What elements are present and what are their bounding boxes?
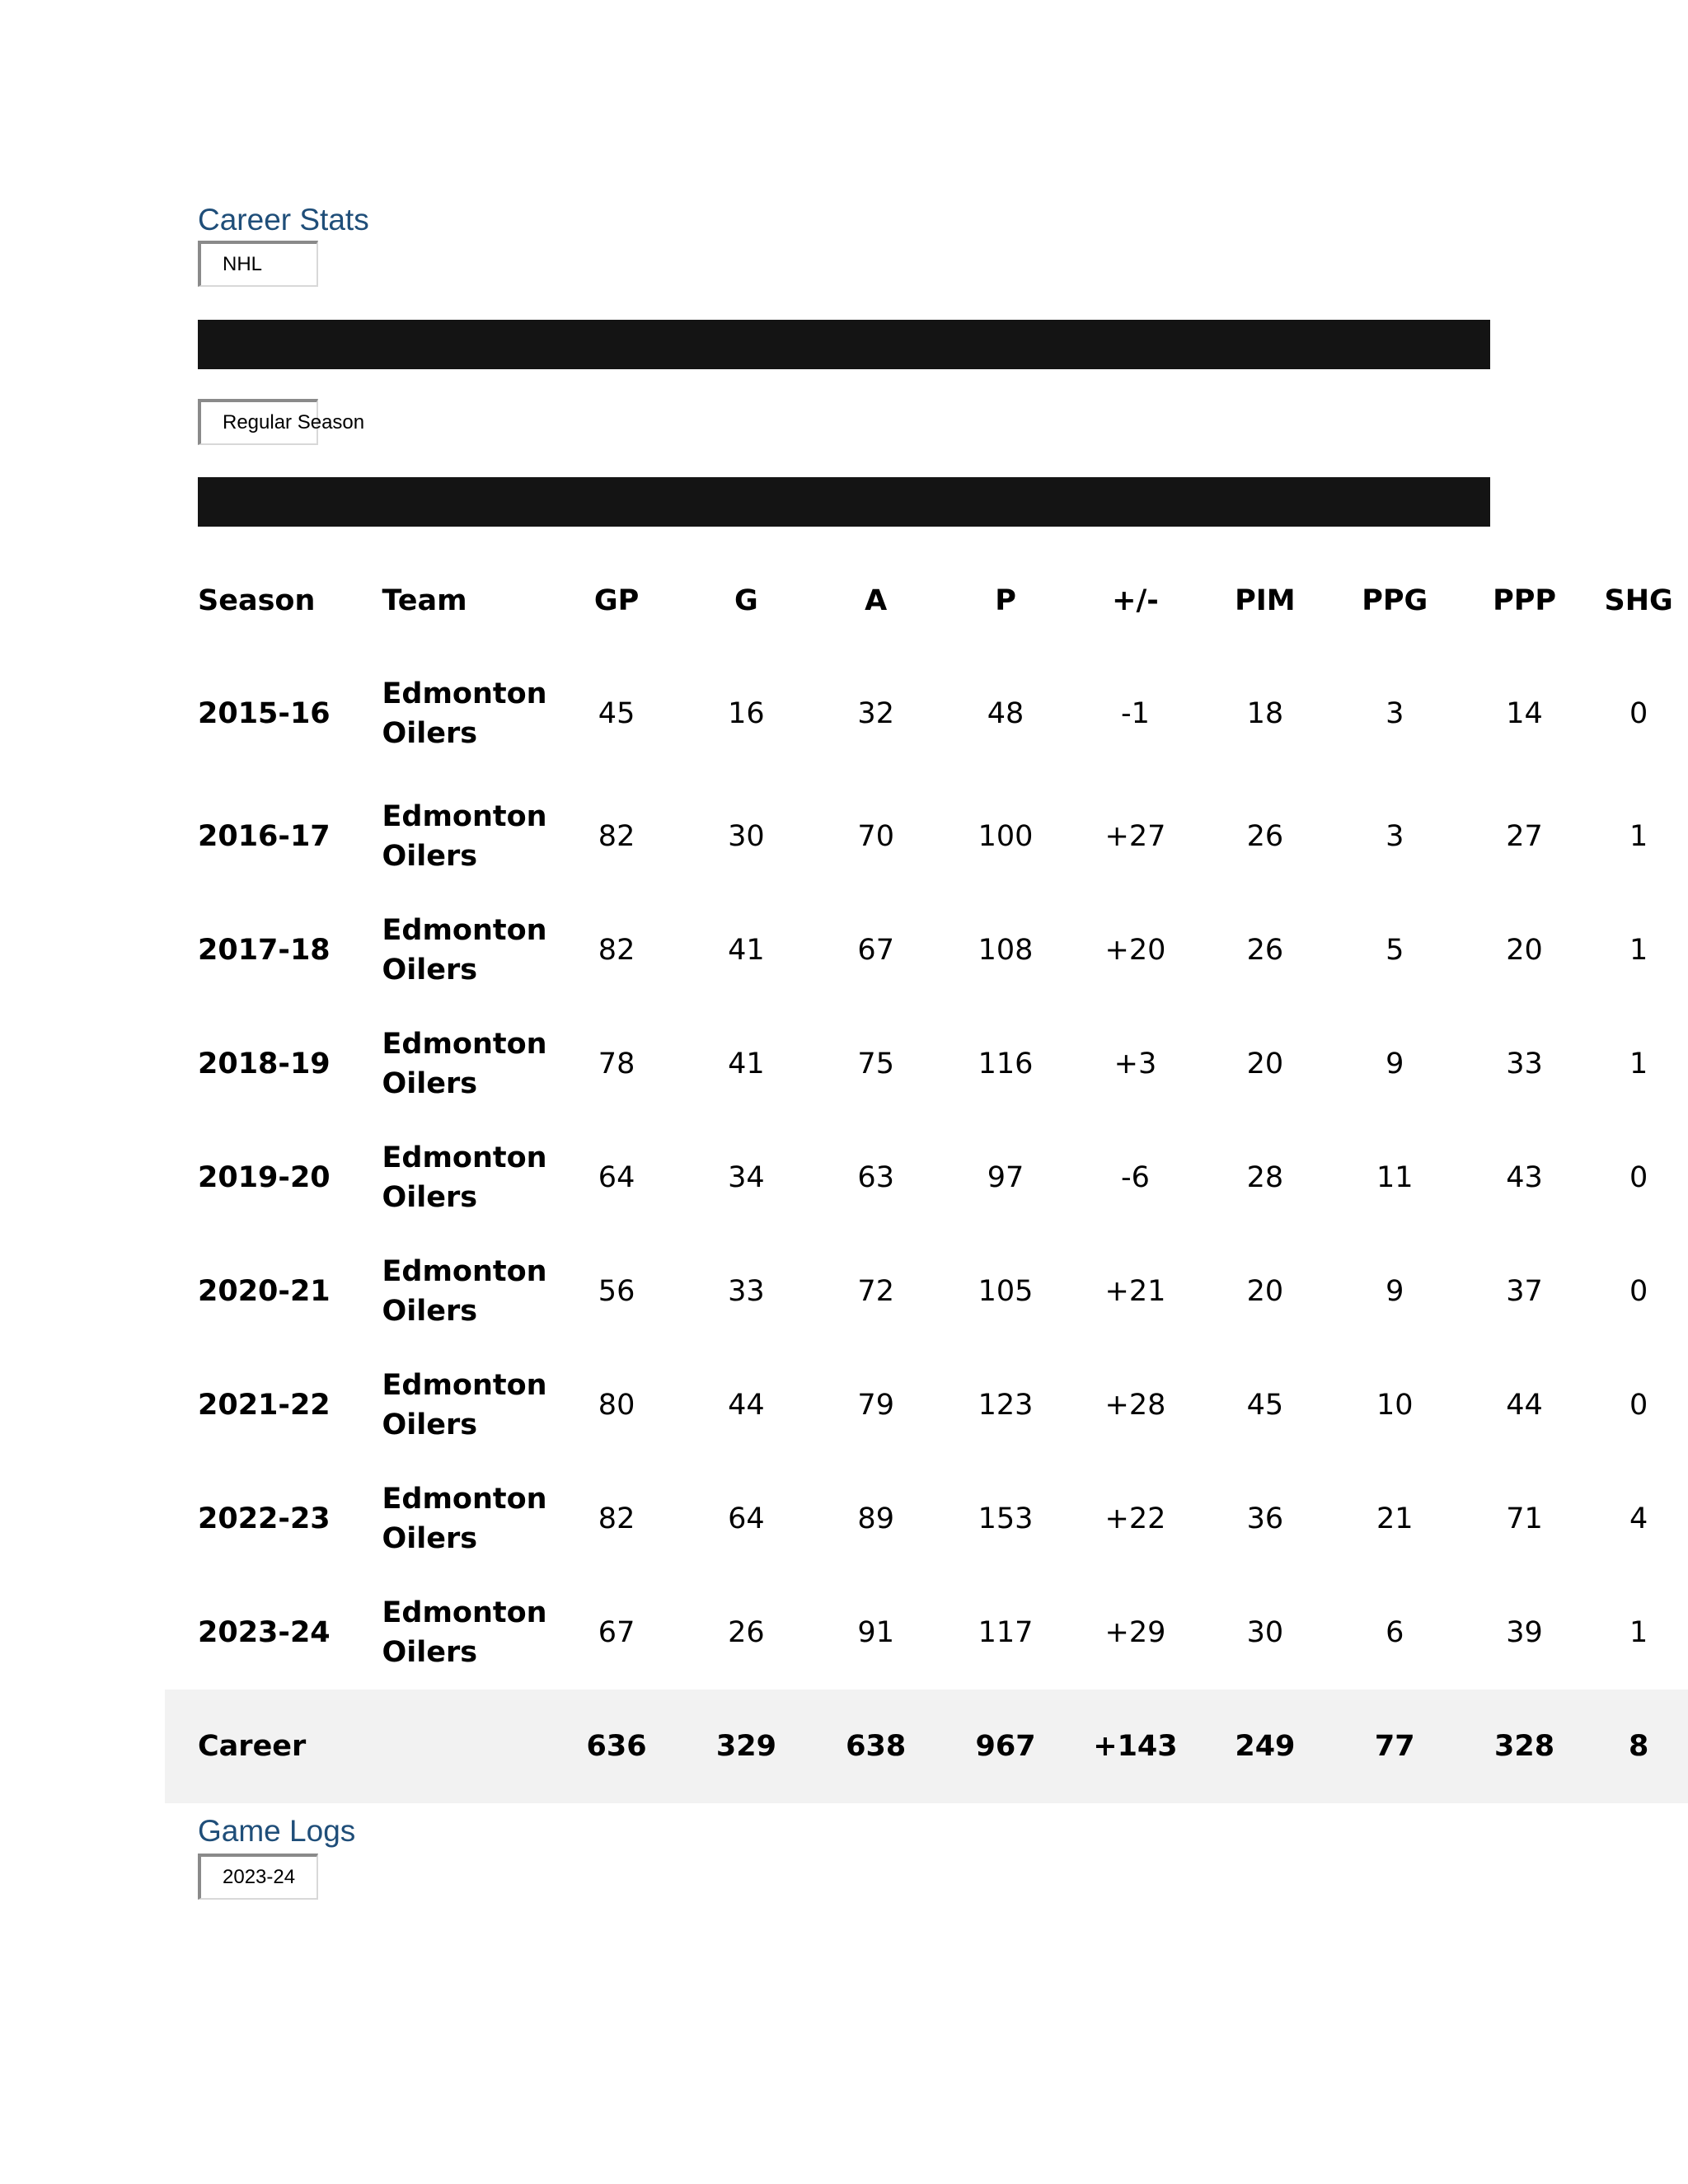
ppg-cell: 21 — [1376, 1502, 1414, 1535]
g-cell: 16 — [728, 697, 765, 730]
g-cell: 41 — [728, 1047, 765, 1080]
team-cell — [382, 893, 551, 1007]
team-line-1: Edmonton — [382, 1369, 547, 1402]
header-season: Season — [198, 584, 316, 617]
career-stats-title: Career Stats — [198, 203, 369, 237]
team-cell — [382, 648, 551, 780]
black-bar — [198, 320, 1490, 369]
league-select[interactable]: NHL — [198, 241, 318, 287]
header-pim: PIM — [1235, 584, 1296, 617]
plus-minus-cell: +28 — [1104, 1389, 1166, 1422]
team-cell — [382, 1462, 551, 1576]
pim-cell: 36 — [1246, 1502, 1284, 1535]
ppg-cell: 3 — [1386, 820, 1404, 853]
team-line-1: Edmonton — [382, 1596, 547, 1629]
table-row — [165, 648, 1688, 780]
header-plus-minus: +/- — [1112, 584, 1159, 617]
shg-cell: 1 — [1629, 820, 1648, 853]
a-cell: 75 — [857, 1047, 894, 1080]
team-line-1: Edmonton — [382, 1028, 547, 1061]
team-line-2: Oilers — [382, 1067, 478, 1100]
ppp-cell: 44 — [1506, 1389, 1543, 1422]
gp-cell: 45 — [598, 697, 635, 730]
g-cell: 41 — [728, 934, 765, 967]
gp-cell: 78 — [598, 1047, 635, 1080]
season-cell: 2021-22 — [198, 1389, 331, 1422]
a-cell: 91 — [857, 1616, 894, 1649]
header-g: G — [734, 584, 758, 617]
team-line-2: Oilers — [382, 840, 478, 873]
g-cell: 26 — [728, 1616, 765, 1649]
season-cell: 2020-21 — [198, 1275, 331, 1308]
season-cell: 2017-18 — [198, 934, 331, 967]
shg-cell: 0 — [1629, 1275, 1648, 1308]
plus-minus-cell: +21 — [1104, 1275, 1166, 1308]
career-totals-row — [165, 1690, 1688, 1803]
career-team-cell — [382, 1690, 551, 1803]
a-cell: 89 — [857, 1502, 894, 1535]
black-bar — [198, 477, 1490, 527]
ppg-cell: 6 — [1386, 1616, 1404, 1649]
season-cell: 2018-19 — [198, 1047, 331, 1080]
ppp-cell: 20 — [1506, 934, 1543, 967]
shg-cell: 1 — [1629, 934, 1648, 967]
career-gp: 636 — [551, 1690, 681, 1803]
p-cell: 97 — [987, 1161, 1025, 1194]
gp-cell: 82 — [598, 934, 635, 967]
plus-minus-cell: -1 — [1120, 697, 1150, 730]
gp-cell: 82 — [598, 820, 635, 853]
g-cell: 33 — [728, 1275, 765, 1308]
table-row — [165, 1348, 1688, 1462]
header-shg: SHG — [1604, 584, 1673, 617]
plus-minus-cell: +22 — [1104, 1502, 1166, 1535]
team-line-1: Edmonton — [382, 1483, 547, 1516]
season-cell: 2023-24 — [198, 1616, 331, 1649]
p-cell: 123 — [978, 1389, 1034, 1422]
career-ppp: 328 — [1460, 1690, 1589, 1803]
ppp-cell: 39 — [1506, 1616, 1543, 1649]
pim-cell: 26 — [1246, 934, 1284, 967]
ppg-cell: 9 — [1386, 1275, 1404, 1308]
team-cell — [382, 780, 551, 893]
game-log-season-select[interactable]: 2023-24 — [198, 1854, 318, 1900]
team-line-2: Oilers — [382, 1408, 478, 1441]
career-a: 638 — [811, 1690, 940, 1803]
header-gp: GP — [593, 584, 640, 617]
team-line-2: Oilers — [382, 954, 478, 987]
p-cell: 48 — [987, 697, 1025, 730]
ppg-cell: 10 — [1376, 1389, 1414, 1422]
gp-cell: 64 — [598, 1161, 635, 1194]
team-cell — [382, 1007, 551, 1121]
ppp-cell: 27 — [1506, 820, 1543, 853]
ppg-cell: 3 — [1386, 697, 1404, 730]
plus-minus-cell: +29 — [1104, 1616, 1166, 1649]
table-row — [165, 1235, 1688, 1348]
ppg-cell: 11 — [1376, 1161, 1414, 1194]
header-ppp: PPP — [1493, 584, 1557, 617]
team-line-2: Oilers — [382, 1522, 478, 1555]
a-cell: 79 — [857, 1389, 894, 1422]
team-line-1: Edmonton — [382, 914, 547, 947]
plus-minus-cell: -6 — [1120, 1161, 1150, 1194]
header-p: P — [995, 584, 1016, 617]
pim-cell: 18 — [1246, 697, 1284, 730]
team-line-1: Edmonton — [382, 677, 547, 710]
shg-cell: 0 — [1629, 1389, 1648, 1422]
gp-cell: 80 — [598, 1389, 635, 1422]
team-line-1: Edmonton — [382, 1141, 547, 1174]
table-row — [165, 893, 1688, 1007]
season-cell: 2015-16 — [198, 697, 331, 730]
p-cell: 105 — [978, 1275, 1034, 1308]
team-cell — [382, 1121, 551, 1235]
table-row — [165, 780, 1688, 893]
pim-cell: 30 — [1246, 1616, 1284, 1649]
plus-minus-cell: +27 — [1104, 820, 1166, 853]
a-cell: 32 — [857, 697, 894, 730]
a-cell: 70 — [857, 820, 894, 853]
gp-cell: 67 — [598, 1616, 635, 1649]
p-cell: 100 — [978, 820, 1034, 853]
p-cell: 153 — [978, 1502, 1034, 1535]
ppg-cell: 9 — [1386, 1047, 1404, 1080]
shg-cell: 0 — [1629, 697, 1648, 730]
ppp-cell: 71 — [1506, 1502, 1543, 1535]
g-cell: 34 — [728, 1161, 765, 1194]
a-cell: 63 — [857, 1161, 894, 1194]
plus-minus-cell: +20 — [1104, 934, 1166, 967]
career-shg: 8 — [1589, 1690, 1688, 1803]
pim-cell: 20 — [1246, 1047, 1284, 1080]
career-plus-minus: +143 — [1071, 1690, 1201, 1803]
game-logs-title: Game Logs — [198, 1814, 356, 1848]
ppp-cell: 14 — [1506, 697, 1543, 730]
header-ppg: PPG — [1362, 584, 1428, 617]
ppp-cell: 43 — [1506, 1161, 1543, 1194]
team-line-1: Edmonton — [382, 1255, 547, 1288]
pim-cell: 20 — [1246, 1275, 1284, 1308]
career-p: 967 — [940, 1690, 1070, 1803]
shg-cell: 1 — [1629, 1047, 1648, 1080]
table-row — [165, 1121, 1688, 1235]
g-cell: 44 — [728, 1389, 765, 1422]
ppp-cell: 33 — [1506, 1047, 1543, 1080]
team-cell — [382, 1576, 551, 1690]
gp-cell: 56 — [598, 1275, 635, 1308]
shg-cell: 0 — [1629, 1161, 1648, 1194]
career-ppg: 77 — [1330, 1690, 1460, 1803]
shg-cell: 4 — [1629, 1502, 1648, 1535]
season-cell: 2016-17 — [198, 820, 331, 853]
p-cell: 116 — [978, 1047, 1034, 1080]
g-cell: 30 — [728, 820, 765, 853]
table-row — [165, 1007, 1688, 1121]
header-team: Team — [382, 584, 467, 617]
team-line-2: Oilers — [382, 1181, 478, 1214]
team-cell — [382, 1348, 551, 1462]
ppg-cell: 5 — [1386, 934, 1404, 967]
pim-cell: 45 — [1246, 1389, 1284, 1422]
career-g: 329 — [682, 1690, 811, 1803]
season-cell: 2019-20 — [198, 1161, 331, 1194]
pim-cell: 26 — [1246, 820, 1284, 853]
team-line-2: Oilers — [382, 1295, 478, 1328]
table-header-row — [165, 554, 1688, 648]
team-line-1: Edmonton — [382, 800, 547, 833]
a-cell: 67 — [857, 934, 894, 967]
table-row — [165, 1576, 1688, 1690]
plus-minus-cell: +3 — [1114, 1047, 1157, 1080]
career-label: Career — [165, 1690, 382, 1803]
season-type-select[interactable]: Regular Season — [198, 399, 318, 445]
team-line-2: Oilers — [382, 717, 478, 750]
team-cell — [382, 1235, 551, 1348]
career-pim: 249 — [1200, 1690, 1329, 1803]
g-cell: 64 — [728, 1502, 765, 1535]
table-row — [165, 1462, 1688, 1576]
header-a: A — [865, 584, 888, 617]
season-cell: 2022-23 — [198, 1502, 331, 1535]
pim-cell: 28 — [1246, 1161, 1284, 1194]
a-cell: 72 — [857, 1275, 894, 1308]
p-cell: 117 — [978, 1616, 1034, 1649]
gp-cell: 82 — [598, 1502, 635, 1535]
career-stats-table — [165, 554, 1688, 1803]
ppp-cell: 37 — [1506, 1275, 1543, 1308]
team-line-2: Oilers — [382, 1636, 478, 1669]
shg-cell: 1 — [1629, 1616, 1648, 1649]
p-cell: 108 — [978, 934, 1034, 967]
